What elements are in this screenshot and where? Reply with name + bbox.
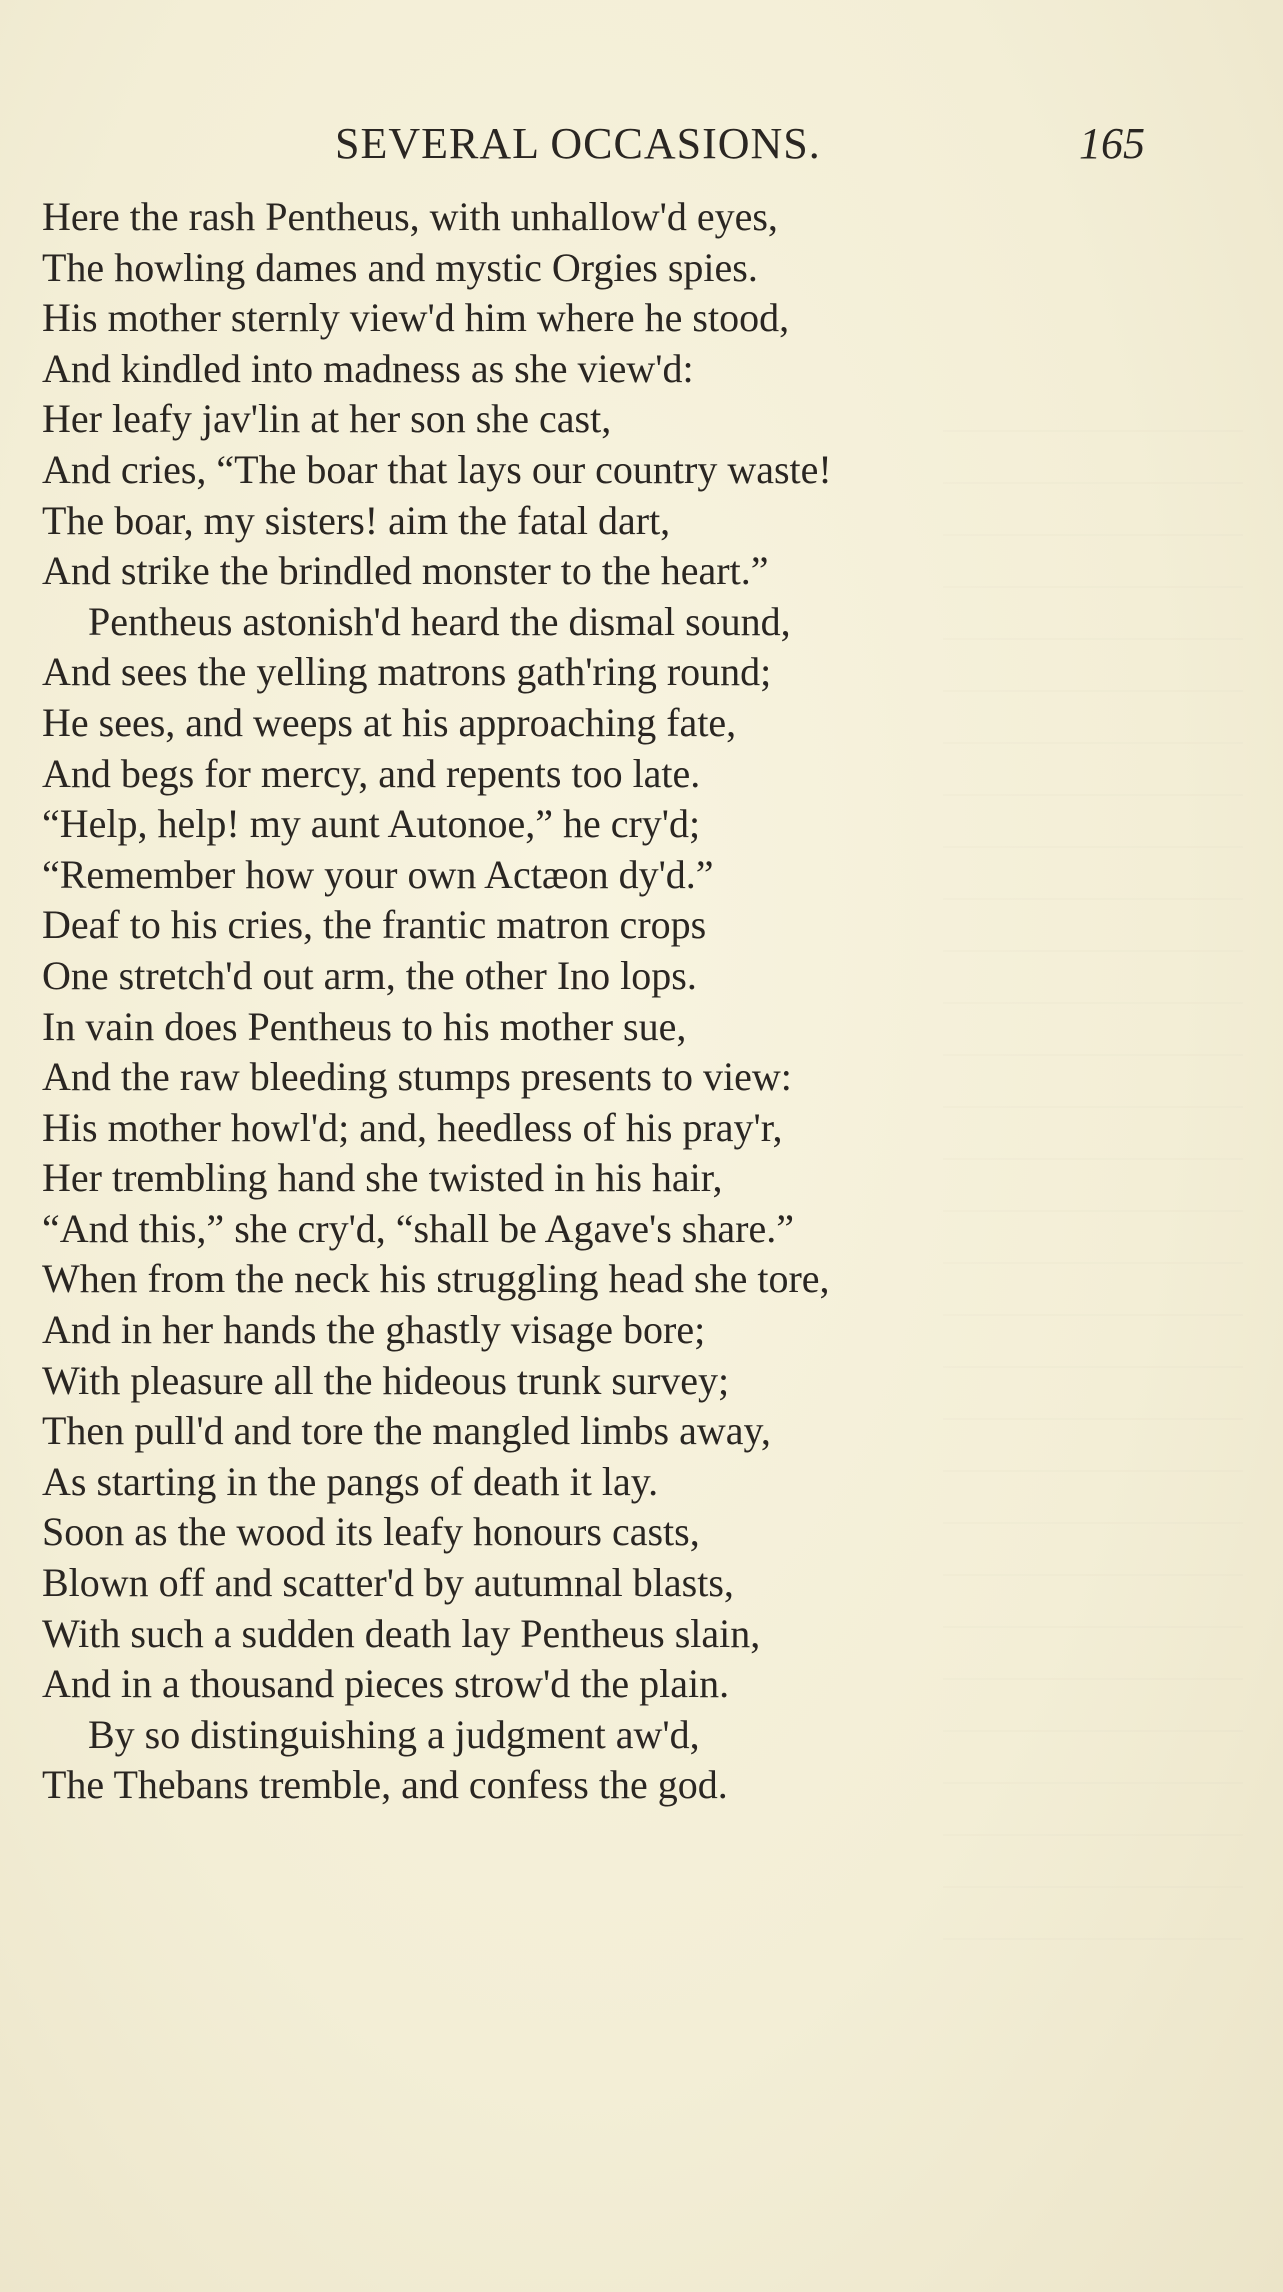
poem-text [42,192,1192,1811]
poem-line: And begs for mercy, and repents too late. [42,750,701,796]
poem-line: Deaf to his cries, the frantic matron crops [42,902,707,948]
poem-line: The Thebans tremble, and confess the god. [42,1762,728,1808]
poem-line: “Help, help! my aunt Autonoe,” he cry'd; [42,801,701,847]
poem-line: One stretch'd out arm, the other Ino lops. [42,952,697,998]
poem-line: Her trembling hand she twisted in his hair, [42,1155,723,1201]
poem-line: As starting in the pangs of death it lay. [42,1458,659,1504]
poem-line: By so distinguishing a judgment aw'd, [88,1711,700,1757]
poem-line: “And this,” she cry'd, “shall be Agave's share.” [42,1205,794,1251]
poem-line: And in a thousand pieces strow'd the plain. [42,1661,730,1707]
poem-line: And in her hands the ghastly visage bore; [42,1307,706,1353]
poem-line: Here the rash Pentheus, with unhallow'd eyes, [42,194,778,239]
poem-line: His mother sternly view'd him where he stood, [42,295,790,341]
poem-line: And sees the yelling matrons gath'ring round; [42,649,772,695]
page-header [335,118,1145,178]
poem-line: And kindled into madness as she view'd: [42,345,694,391]
poem-line: Then pull'd and tore the mangled limbs away, [42,1408,771,1454]
poem-line: When from the neck his struggling head she tore, [42,1256,830,1302]
page-number: 165 [1079,119,1145,168]
poem-line: The howling dames and mystic Orgies spies. [42,244,758,290]
poem-line: His mother howl'd; and, heedless of his pray'r, [42,1104,783,1150]
poem-line: And cries, “The boar that lays our country waste! [42,446,832,492]
poem-line: He sees, and weeps at his approaching fate, [42,699,737,745]
running-title: SEVERAL OCCASIONS. [335,119,821,168]
poem-line: Blown off and scatter'd by autumnal blasts, [42,1560,734,1606]
poem-line: And strike the brindled monster to the heart.” [42,548,769,594]
poem-line: In vain does Pentheus to his mother sue, [42,1003,687,1049]
poem-line: Her leafy jav'lin at her son she cast, [42,396,612,442]
poem-line: Pentheus astonish'd heard the dismal sound, [88,598,791,644]
poem-line: With such a sudden death lay Pentheus slain, [42,1610,761,1656]
poem-line: Soon as the wood its leafy honours casts, [42,1509,700,1555]
poem-line: And the raw bleeding stumps presents to view: [42,1054,792,1100]
poem-line: “Remember how your own Actæon dy'd.” [42,851,714,897]
poem-line: The boar, my sisters! aim the fatal dart, [42,497,671,543]
poem-line: With pleasure all the hideous trunk survey; [42,1357,730,1403]
